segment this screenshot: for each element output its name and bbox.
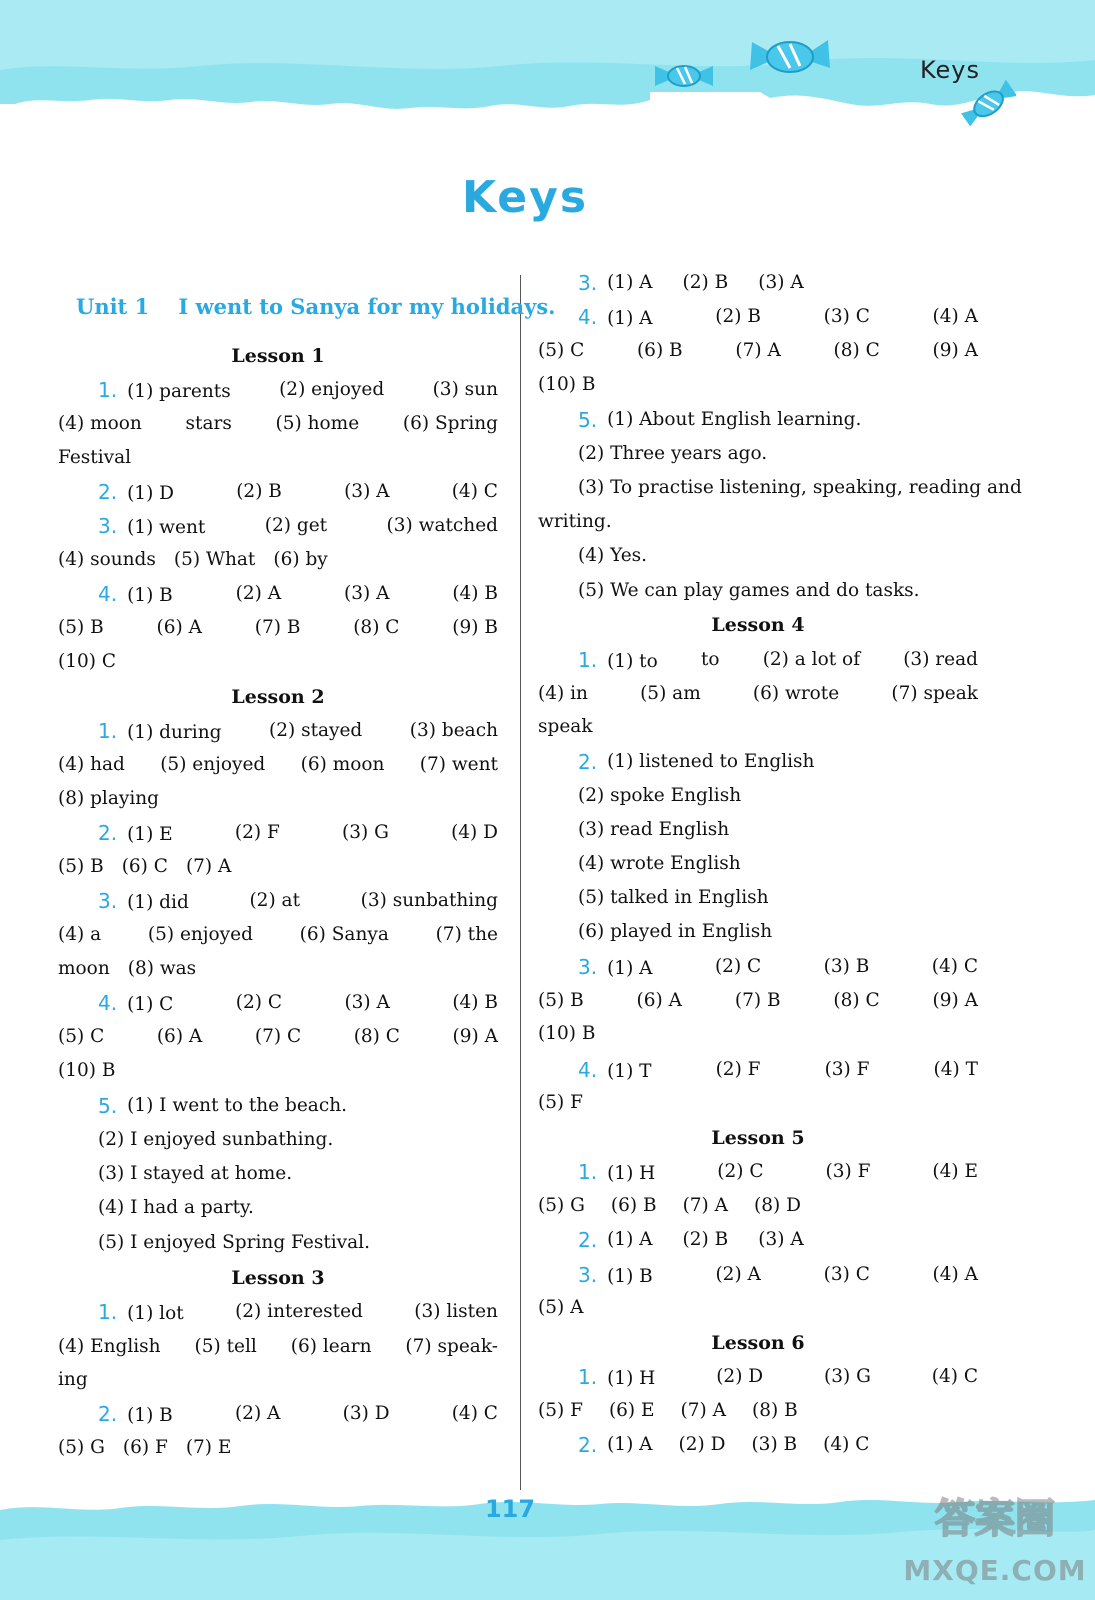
answer-line: (8) playing	[58, 788, 160, 809]
answer-line: 5. (1) I went to the beach.	[98, 1094, 347, 1118]
answer-line: (4) I had a party.	[98, 1197, 254, 1218]
answer-line: 3. (1) A (2) B (3) A	[578, 271, 804, 295]
answer-line: (4) English (5) tell (6) learn (7) speak-	[58, 1336, 498, 1357]
answer-line: speak	[538, 716, 593, 737]
answer-line: 3. (1) A (2) C (3) B (4) C	[578, 955, 978, 979]
answer-line: moon (8) was	[58, 958, 197, 979]
answer-line: 2. (1) B (2) A (3) D (4) C	[98, 1402, 498, 1426]
answer-line: (5) I enjoyed Spring Festival.	[98, 1232, 370, 1253]
answer-line: (10) B	[538, 1023, 596, 1044]
answer-line: (5) B (6) A (7) B (8) C (9) B	[58, 617, 498, 638]
answer-line: (5) C (6) B (7) A (8) C (9) A	[538, 340, 978, 361]
header-section-label: Keys	[920, 56, 981, 84]
answer-line: 1. (1) lot (2) interested (3) listen	[98, 1300, 498, 1324]
answer-line: 2. (1) D (2) B (3) A (4) C	[98, 480, 498, 504]
answer-line: 3. (1) went (2) get (3) watched	[98, 514, 498, 538]
answer-line: 4. (1) A (2) B (3) C (4) A	[578, 305, 978, 329]
answer-line: (5) F (6) E (7) A (8) B	[538, 1400, 798, 1421]
answer-line: (3) I stayed at home.	[98, 1163, 293, 1184]
answer-line: (2) spoke English	[578, 785, 742, 806]
answer-line: 5. (1) About English learning.	[578, 408, 862, 432]
answer-line: (5) C (6) A (7) C (8) C (9) A	[58, 1026, 498, 1047]
column-divider	[520, 275, 521, 1490]
candy-icon	[960, 78, 1016, 128]
candy-icon	[750, 32, 830, 80]
watermark-logo-icon	[900, 1484, 1090, 1554]
answer-line: 1. (1) during (2) stayed (3) beach	[98, 719, 498, 743]
answer-line: 2. (1) E (2) F (3) G (4) D	[98, 821, 498, 845]
answer-line: (5) F	[538, 1092, 583, 1113]
candy-icon	[655, 62, 713, 90]
answer-line: (4) had (5) enjoyed (6) moon (7) went	[58, 754, 498, 775]
answer-line: (5) G (6) B (7) A (8) D	[538, 1195, 801, 1216]
answer-line: 2. (1) A (2) B (3) A	[578, 1228, 804, 1252]
answer-line: (10) B	[538, 374, 596, 395]
lesson-heading: Lesson 5	[711, 1127, 805, 1149]
answer-line: 2. (1) A (2) D (3) B (4) C	[578, 1433, 870, 1457]
answer-line: 4. (1) B (2) A (3) A (4) B	[98, 582, 498, 606]
answer-line: (4) in (5) am (6) wrote (7) speak	[538, 683, 978, 704]
answer-line: 1. (1) H (2) C (3) F (4) E	[578, 1160, 978, 1184]
answer-line: 1. (1) H (2) D (3) G (4) C	[578, 1365, 978, 1389]
answer-line: (5) B (6) A (7) B (8) C (9) A	[538, 990, 978, 1011]
answer-line: (4) moon stars (5) home (6) Spring	[58, 413, 498, 434]
watermark-logo-text: 答案圈	[935, 1496, 1055, 1542]
answer-line: (6) played in English	[578, 921, 773, 942]
answer-line: Festival	[58, 447, 132, 468]
answer-line: 3. (1) B (2) A (3) C (4) A	[578, 1263, 978, 1287]
answer-line: (5) G (6) F (7) E	[58, 1437, 232, 1458]
answer-line: (2) I enjoyed sunbathing.	[98, 1129, 334, 1150]
answer-line: (4) Yes.	[578, 545, 648, 566]
lesson-heading: Lesson 6	[711, 1332, 805, 1354]
unit-title: Unit 1 I went to Sanya for my holidays.	[76, 294, 556, 319]
answer-line: 4. (1) T (2) F (3) F (4) T	[578, 1058, 978, 1082]
page-title: Keys	[461, 172, 589, 223]
answer-line: (5) talked in English	[578, 887, 769, 908]
answer-line: (3) To practise listening, speaking, reading and	[578, 477, 1022, 498]
answer-line: 4. (1) C (2) C (3) A (4) B	[98, 991, 498, 1015]
answer-line: (5) We can play games and do tasks.	[578, 580, 920, 601]
answer-line: (4) sounds (5) What (6) by	[58, 549, 328, 570]
answer-line: (4) wrote English	[578, 853, 741, 874]
lesson-heading: Lesson 4	[711, 614, 805, 636]
watermark	[900, 1480, 1090, 1595]
answer-line: 1. (1) to to (2) a lot of (3) read	[578, 648, 978, 672]
answer-line: writing.	[538, 511, 612, 532]
page-number: 117	[484, 1495, 536, 1523]
lesson-heading: Lesson 2	[231, 686, 325, 708]
answer-line: 1. (1) parents (2) enjoyed (3) sun	[98, 378, 498, 402]
answer-line: (4) a (5) enjoyed (6) Sanya (7) the	[58, 924, 498, 945]
answer-line: (5) B (6) C (7) A	[58, 856, 232, 877]
answer-line: 3. (1) did (2) at (3) sunbathing	[98, 889, 498, 913]
answer-line: 2. (1) listened to English	[578, 750, 815, 774]
answer-line: (5) A	[538, 1297, 584, 1318]
answer-line: ing	[58, 1369, 88, 1390]
lesson-heading: Lesson 1	[231, 345, 325, 367]
answer-line: (3) read English	[578, 819, 730, 840]
watermark-text: MXQE.COM	[903, 1554, 1087, 1587]
answer-line: (10) C	[58, 651, 117, 672]
answer-line: (10) B	[58, 1060, 116, 1081]
lesson-heading: Lesson 3	[231, 1267, 325, 1289]
answer-line: (2) Three years ago.	[578, 443, 768, 464]
